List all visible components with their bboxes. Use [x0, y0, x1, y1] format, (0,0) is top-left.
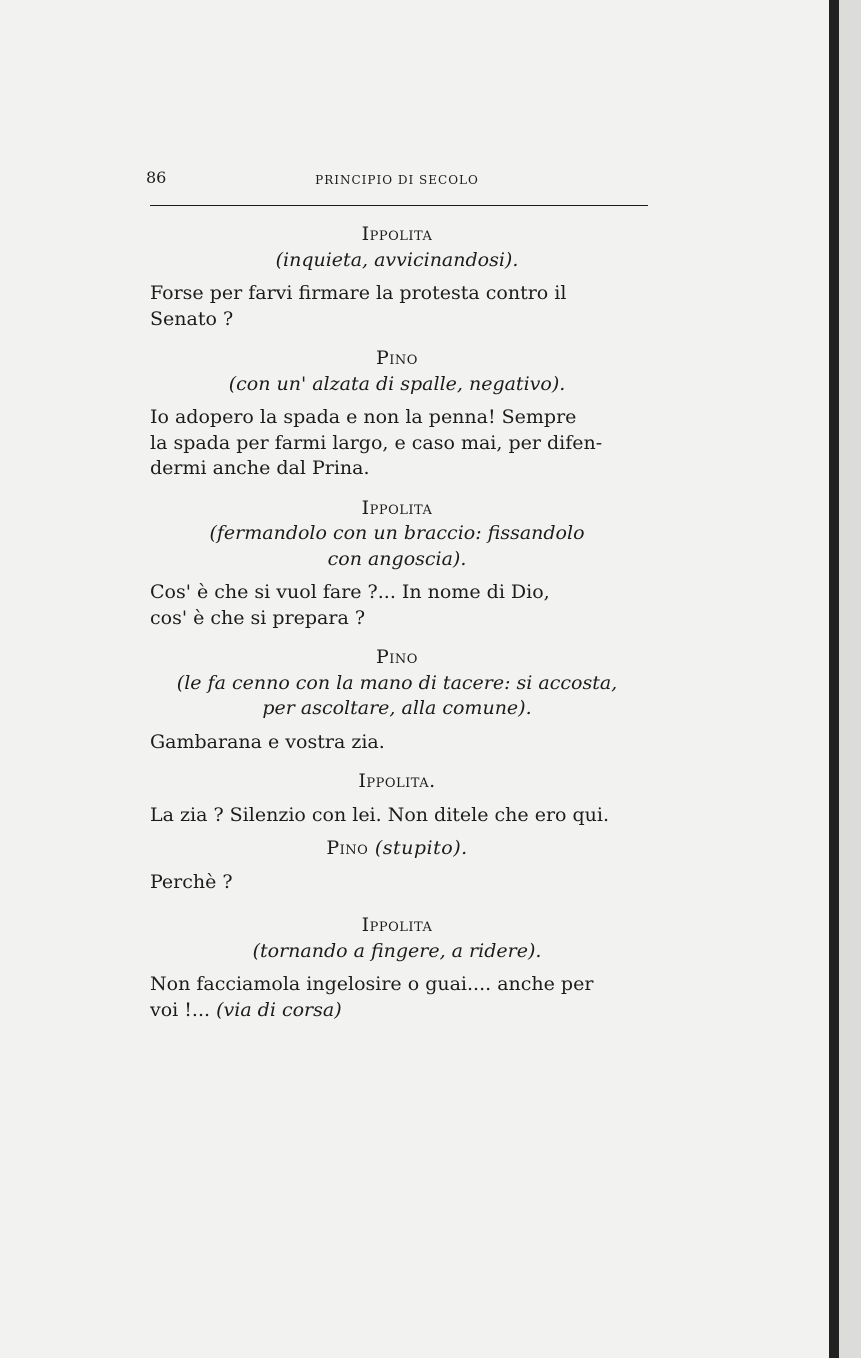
stage-direction: (stupito).: [374, 837, 468, 859]
dialogue-line: Io adopero la spada e non la penna! Sempre: [150, 406, 577, 428]
stage-direction: (le fa cenno con la mano di tacere: si accosta,: [176, 671, 618, 694]
stage-direction: con angoscia).: [327, 547, 467, 570]
speaker-name: Ippolita: [361, 223, 433, 245]
page-number: 86: [146, 168, 167, 187]
speaker-name: Ippolita.: [358, 770, 436, 792]
speaker-name: Ippolita: [361, 496, 433, 519]
page-body: [150, 222, 644, 1023]
stage-direction: (via di corsa): [216, 998, 342, 1021]
dialogue-line: la spada per farmi largo, e caso mai, per difen-: [150, 431, 603, 454]
dialogue-line: Senato ?: [150, 307, 234, 330]
speaker-name-text: Pino: [326, 837, 369, 859]
stage-direction: per ascoltare, alla comune).: [262, 697, 532, 719]
speaker-name: Pino: [376, 347, 418, 369]
book-spine-edge: [829, 0, 839, 1358]
speaker-name: Ippolita: [361, 914, 433, 936]
stage-direction: (inquieta, avvicinandosi).: [275, 248, 519, 271]
dialogue-line: Cos' è che si vuol fare ?... In nome di Dio,: [150, 581, 550, 603]
dialogue-line: Forse per farvi firmare la protesta contro il: [150, 282, 567, 304]
dialogue-line: [150, 998, 644, 1024]
stage-direction: (tornando a fingere, a ridere).: [252, 939, 542, 962]
speaker-name: Pino: [376, 646, 418, 668]
stage-direction: (fermandolo con un braccio: fissandolo: [209, 522, 585, 544]
dialogue-text: voi !...: [150, 998, 217, 1021]
page-edge-shadow: [839, 0, 861, 1358]
page-header: [146, 168, 648, 192]
dialogue-line: Gambarana e vostra zia.: [150, 730, 385, 753]
dialogue-line: dermi anche dal Prina.: [150, 457, 370, 479]
dialogue-line: La zia ? Silenzio con lei. Non ditele che ero qui.: [150, 803, 610, 826]
stage-direction: (con un' alzata di spalle, negativo).: [228, 372, 566, 395]
dialogue-line: Non facciamola ingelosire o guai.... anche per: [150, 973, 594, 995]
dialogue-line: Perchè ?: [150, 870, 233, 893]
dialogue-line: cos' è che si prepara ?: [150, 606, 366, 629]
speaker-name: [150, 836, 644, 862]
header-rule: [150, 205, 648, 206]
running-title: PRINCIPIO DI SECOLO: [315, 173, 479, 187]
